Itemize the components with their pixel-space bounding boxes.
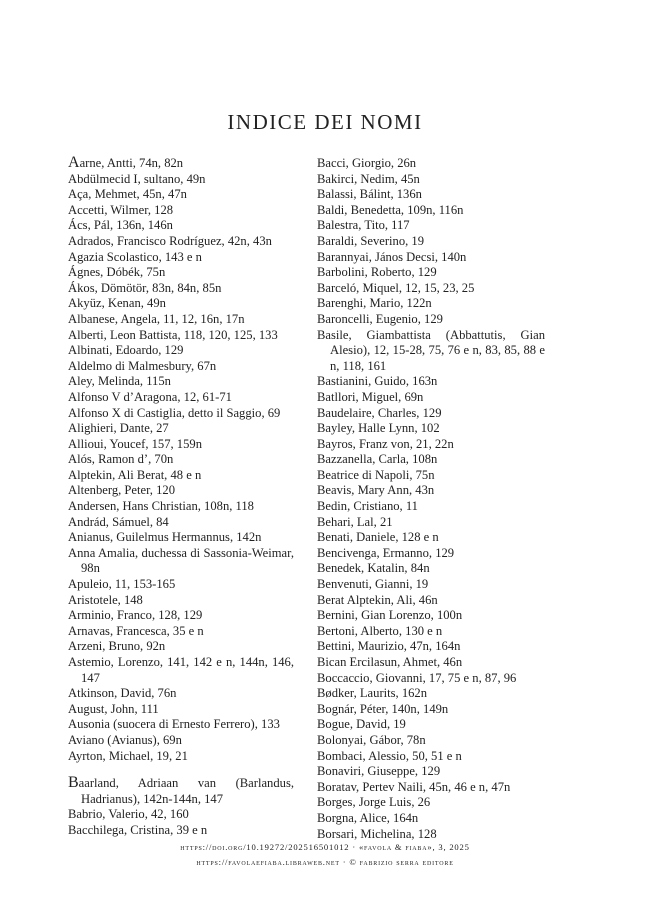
index-entry <box>317 234 545 250</box>
index-entry-text: Alberti, Leon Battista, 118, 120, 125, 133 <box>68 327 278 342</box>
index-entry <box>68 593 294 609</box>
index-entry-text: Bastianini, Guido, 163n <box>317 374 438 389</box>
index-entry-text: Barenghi, Mario, 122n <box>317 296 432 311</box>
index-entry-text: Beavis, Mary Ann, 43n <box>317 483 435 498</box>
index-entry-text: Apuleio, 11, 153-165 <box>68 577 176 592</box>
index-entry-text: Balassi, Bálint, 136n <box>317 187 422 202</box>
index-entry <box>317 671 545 687</box>
index-entry <box>68 733 294 749</box>
index-entry <box>68 702 294 718</box>
index-entry <box>68 421 294 437</box>
index-entry-text: Borsari, Michelina, 128 <box>317 826 437 841</box>
index-entry-text: Barceló, Miquel, 12, 15, 23, 25 <box>317 280 475 295</box>
index-entry-text: Anna Amalia, duchessa di Sassonia-Weimar, 98n <box>68 545 294 576</box>
index-entry-text: Aley, Melinda, 115n <box>68 374 171 389</box>
index-entry <box>317 780 545 796</box>
index-entry <box>68 250 294 266</box>
index-entry-text: aarland, Adriaan van (Barlandus, Hadrianus), 142n-144n, 147 <box>78 776 294 806</box>
index-entry <box>68 265 294 281</box>
index-entry-text: Atkinson, David, 76n <box>68 686 177 701</box>
index-entry-text: Abdülmecid I, sultano, 49n <box>68 171 206 186</box>
index-entry-text: Ács, Pál, 136n, 146n <box>68 218 173 233</box>
index-entry-text: Baldi, Benedetta, 109n, 116n <box>317 202 464 217</box>
index-entry-text: Alfonso X di Castiglia, detto il Saggio, 69 <box>68 405 281 420</box>
index-entry-text: Andrád, Sámuel, 84 <box>68 514 169 529</box>
index-entry-text: Benedek, Katalin, 84n <box>317 561 430 576</box>
index-entry <box>68 530 294 546</box>
index-entry <box>317 827 545 843</box>
index-entry-text: Aldelmo di Malmesbury, 67n <box>68 358 217 373</box>
index-entry-text: Boccaccio, Giovanni, 17, 75 e n, 87, 96 <box>317 670 517 685</box>
index-entry <box>68 218 294 234</box>
index-entry-text: Agazia Scolastico, 143 e n <box>68 249 202 264</box>
index-entry <box>317 608 545 624</box>
index-entry <box>317 406 545 422</box>
index-entry <box>68 624 294 640</box>
index-entry-text: Bettini, Maurizio, 47n, 164n <box>317 639 461 654</box>
index-entry <box>317 312 545 328</box>
index-entry-text: Altenberg, Peter, 120 <box>68 483 175 498</box>
index-entry-text: Akyüz, Kenan, 49n <box>68 296 166 311</box>
index-entry-text: Ágnes, Dóbék, 75n <box>68 265 166 280</box>
publisher-footer-line: https://favolaefiaba.libraweb.net · © fabrizio serra editore <box>196 857 454 867</box>
index-entry <box>68 437 294 453</box>
index-entry <box>68 823 294 839</box>
index-entry-text: Berat Alptekin, Ali, 46n <box>317 592 438 607</box>
page-title: INDICE DEI NOMI <box>227 110 423 134</box>
index-entry <box>317 749 545 765</box>
index-entry <box>68 515 294 531</box>
index-entry <box>317 577 545 593</box>
index-entry <box>317 452 545 468</box>
index-entry <box>68 281 294 297</box>
index-entry-text: Bødker, Laurits, 162n <box>317 686 428 701</box>
index-entry-text: Accetti, Wilmer, 128 <box>68 202 174 217</box>
index-entry <box>68 546 294 577</box>
index-entry-text: Basile, Giambattista (Abbattutis, Gian Alesio), 12, 15-28, 75, 76 e n, 83, 85, 88 e n, 118, 161 <box>317 327 545 373</box>
index-column-left <box>68 156 294 839</box>
index-entry <box>317 811 545 827</box>
index-entry-text: Arzeni, Bruno, 92n <box>68 639 166 654</box>
index-entry <box>317 795 545 811</box>
index-entry <box>317 530 545 546</box>
index-entry <box>317 764 545 780</box>
index-entry-text: Bican Ercilasun, Ahmet, 46n <box>317 655 463 669</box>
index-entry <box>68 807 294 823</box>
index-entry-initial: B <box>68 774 79 792</box>
index-entry <box>317 437 545 453</box>
index-entry-text: Albanese, Angela, 11, 12, 16n, 17n <box>68 311 245 326</box>
index-entry <box>317 374 545 390</box>
index-entry-text: Bernini, Gian Lorenzo, 100n <box>317 608 463 623</box>
index-entry <box>68 390 294 406</box>
index-entry <box>68 156 294 172</box>
index-entry <box>317 265 545 281</box>
index-entry <box>317 717 545 733</box>
index-entry <box>317 686 545 702</box>
index-entry-text: Bedin, Cristiano, 11 <box>317 499 418 514</box>
index-entry-text: Batllori, Miguel, 69n <box>317 389 424 404</box>
index-entry <box>317 328 545 375</box>
index-entry-text: Babrio, Valerio, 42, 160 <box>68 807 189 822</box>
index-entry-text: Bacci, Giorgio, 26n <box>317 156 417 170</box>
index-entry-text: Alighieri, Dante, 27 <box>68 421 169 436</box>
index-entry-text: Ákos, Dömötör, 83n, 84n, 85n <box>68 280 222 295</box>
index-entry-text: Arminio, Franco, 128, 129 <box>68 608 203 623</box>
index-entry <box>317 733 545 749</box>
index-column-right <box>317 156 545 842</box>
index-entry <box>68 483 294 499</box>
index-entry-text: Balestra, Tito, 117 <box>317 218 410 233</box>
index-entry <box>317 639 545 655</box>
index-entry-text: Bognár, Péter, 140n, 149n <box>317 701 449 716</box>
index-entry <box>317 250 545 266</box>
index-entry-text: Allioui, Youcef, 157, 159n <box>68 436 202 451</box>
index-entry <box>317 624 545 640</box>
index-entry <box>68 296 294 312</box>
index-entry <box>68 359 294 375</box>
index-entry-text: Bayros, Franz von, 21, 22n <box>317 436 454 451</box>
index-entry-text: Barannyai, János Decsi, 140n <box>317 249 467 264</box>
index-entry-text: Bacchilega, Cristina, 39 e n <box>68 822 208 837</box>
index-entry <box>317 468 545 484</box>
index-entry-text: Aviano (Avianus), 69n <box>68 732 182 747</box>
index-entry <box>317 515 545 531</box>
doi-footer-line: https://doi.org/10.19272/202516501012 · «favola & fiaba», 3, 2025 <box>180 842 470 852</box>
index-entry <box>68 234 294 250</box>
index-entry-text: Bayley, Halle Lynn, 102 <box>317 421 440 436</box>
index-entry <box>317 499 545 515</box>
index-entry-text: Alptekin, Ali Berat, 48 e n <box>68 467 202 482</box>
index-entry <box>68 639 294 655</box>
index-entry-initial: A <box>68 154 80 171</box>
index-entry-text: Ayrton, Michael, 19, 21 <box>68 748 188 763</box>
index-entry-text: Bombaci, Alessio, 50, 51 e n <box>317 748 462 763</box>
index-entry-text: Boratav, Pertev Naili, 45n, 46 e n, 47n <box>317 779 511 794</box>
index-entry <box>68 452 294 468</box>
index-entry-text: Baroncelli, Eugenio, 129 <box>317 311 443 326</box>
index-entry <box>317 203 545 219</box>
index-entry-text: Alós, Ramon d’, 70n <box>68 452 174 467</box>
index-entry-text: Aristotele, 148 <box>68 592 143 607</box>
index-entry-text: Borges, Jorge Luis, 26 <box>317 795 431 810</box>
index-entry-text: Baraldi, Severino, 19 <box>317 233 425 248</box>
index-entry-text: August, John, 111 <box>68 701 159 716</box>
index-entry <box>68 172 294 188</box>
index-entry <box>317 296 545 312</box>
index-entry-text: Aça, Mehmet, 45n, 47n <box>68 187 187 202</box>
index-entry-text: Behari, Lal, 21 <box>317 514 393 529</box>
index-entry <box>317 187 545 203</box>
index-entry <box>68 776 294 807</box>
index-entry-text: Bolonyai, Gábor, 78n <box>317 732 426 747</box>
index-entry-text: Beatrice di Napoli, 75n <box>317 467 435 482</box>
index-entry-text: Astemio, Lorenzo, 141, 142 e n, 144n, 146, 147 <box>68 655 294 685</box>
index-entry <box>317 483 545 499</box>
index-entry <box>68 374 294 390</box>
index-entry-text: Bogue, David, 19 <box>317 717 406 732</box>
index-entry <box>68 468 294 484</box>
index-entry <box>317 702 545 718</box>
index-entry-text: Bencivenga, Ermanno, 129 <box>317 545 455 560</box>
index-entry <box>68 406 294 422</box>
index-entry-text: Bonaviri, Giuseppe, 129 <box>317 764 441 779</box>
index-entry-text: Albinati, Edoardo, 129 <box>68 343 184 358</box>
index-entry <box>68 203 294 219</box>
index-entry-text: Benvenuti, Gianni, 19 <box>317 577 429 592</box>
index-entry-text: Arnavas, Francesca, 35 e n <box>68 623 204 638</box>
index-entry <box>317 593 545 609</box>
index-entry <box>317 390 545 406</box>
index-entry <box>68 187 294 203</box>
index-entry-text: Borgna, Alice, 164n <box>317 810 419 825</box>
index-entry <box>68 655 294 686</box>
index-entry <box>68 749 294 765</box>
index-entry <box>68 499 294 515</box>
index-entry <box>317 281 545 297</box>
index-entry-text: Alfonso V d’Aragona, 12, 61-71 <box>68 389 232 404</box>
index-entry <box>317 218 545 234</box>
index-entry <box>68 717 294 733</box>
index-entry <box>68 608 294 624</box>
index-entry <box>68 686 294 702</box>
index-entry <box>317 172 545 188</box>
index-entry <box>317 655 545 671</box>
index-entry <box>317 421 545 437</box>
index-entry-text: Baudelaire, Charles, 129 <box>317 405 442 420</box>
index-entry <box>317 546 545 562</box>
index-entry <box>68 577 294 593</box>
index-entry-text: Barbolini, Roberto, 129 <box>317 265 437 280</box>
index-entry-text: Adrados, Francisco Rodríguez, 42n, 43n <box>68 233 272 248</box>
index-entry-text: Andersen, Hans Christian, 108n, 118 <box>68 499 254 514</box>
index-entry-text: Bertoni, Alberto, 130 e n <box>317 623 443 638</box>
index-entry-text: Benati, Daniele, 128 e n <box>317 530 439 545</box>
index-entry-text: Anianus, Guilelmus Hermannus, 142n <box>68 530 262 545</box>
index-entry <box>68 312 294 328</box>
index-entry <box>317 156 545 172</box>
index-entry-text: Bazzanella, Carla, 108n <box>317 452 438 467</box>
index-entry-text: Ausonia (suocera di Ernesto Ferrero), 133 <box>68 717 280 732</box>
index-entry <box>68 343 294 359</box>
index-entry-text: arne, Antti, 74n, 82n <box>79 156 184 170</box>
index-entry <box>68 328 294 344</box>
index-entry-text: Bakirci, Nedim, 45n <box>317 171 420 186</box>
index-entry <box>317 561 545 577</box>
